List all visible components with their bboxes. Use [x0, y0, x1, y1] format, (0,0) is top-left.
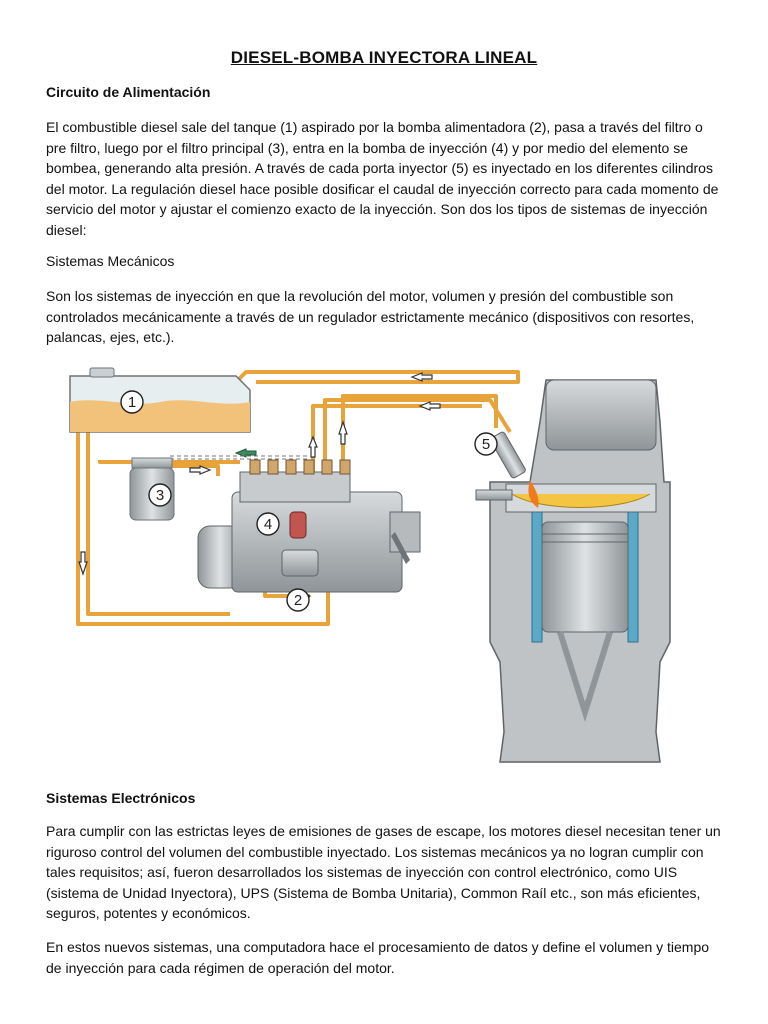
paragraph-alimentacion: El combustible diesel sale del tanque (1) aspirado por la bomba alimentadora (2), pasa a través del filtro o pre filtro, luego por el filtro principal (3), entra en la bomba de inyección (4) y por medio del elemento se bombea, generando alta presión. A través de cada porta inyector (5) es inyectado en los diferentes cilindros del motor. La regulación diesel hace posible dosificar el caudal de inyección correcto para cada momento de servicio del motor y ajustar el comienzo exacto de la inyección. Son dos los tipos de sistemas de inyección diesel: — [46, 119, 719, 238]
paragraph-electronicos-2: En estos nuevos sistemas, una computadora hace el procesamiento de datos y define el volumen y tiempo de inyección para cada régimen de operación del motor. — [46, 939, 710, 976]
fuel-filter — [130, 458, 174, 520]
paragraph-electronicos-1: Para cumplir con las estrictas leyes de emisiones de gases de escape, los motores diesel necesitan tener un riguroso control del volumen del combustible inyectado. Los sistemas mecánicos ya no logran cumplir con tales requisitos; así, fueron desarrollados los sistemas de inyección con control electrónico, como UIS (sistema de Unidad Inyectora), UPS (Sistema de Bomba Unitaria), Common Raíl etc., son más eficientes, seguros, potentes y económicos. — [46, 823, 721, 921]
arrow-left-icon — [420, 402, 440, 410]
injection-pump — [198, 460, 420, 611]
label-4: 4 — [263, 516, 273, 533]
arrow-down-icon — [79, 552, 87, 574]
engine-cylinder — [490, 380, 670, 762]
arrow-left-icon — [412, 373, 432, 381]
label-2: 2 — [293, 592, 303, 609]
section-heading-alimentacion: Circuito de Alimentación — [46, 84, 211, 100]
page-title: DIESEL-BOMBA INYECTORA LINEAL — [230, 48, 538, 67]
label-5: 5 — [481, 436, 491, 453]
section-heading-electronicos: Sistemas Electrónicos — [46, 790, 196, 806]
injection-circuit-diagram — [60, 362, 740, 764]
arrow-up-icon — [309, 437, 317, 457]
fuel-tank — [70, 368, 250, 432]
label-1: 1 — [127, 394, 137, 411]
injection-circuit-illustration — [60, 362, 740, 764]
arrow-up-icon — [339, 422, 347, 444]
paragraph-mecanicos: Son los sistemas de inyección en que la revolución del motor, volumen y presión del combustible son controlados mecánicamente a través de un regulador estrictamente mecánico (dispositivos con resortes, palancas, ejes, etc.). — [46, 288, 695, 345]
label-3: 3 — [155, 487, 165, 504]
return-arrow-icon — [236, 449, 256, 457]
subheading-mecanicos: Sistemas Mecánicos — [46, 253, 175, 269]
